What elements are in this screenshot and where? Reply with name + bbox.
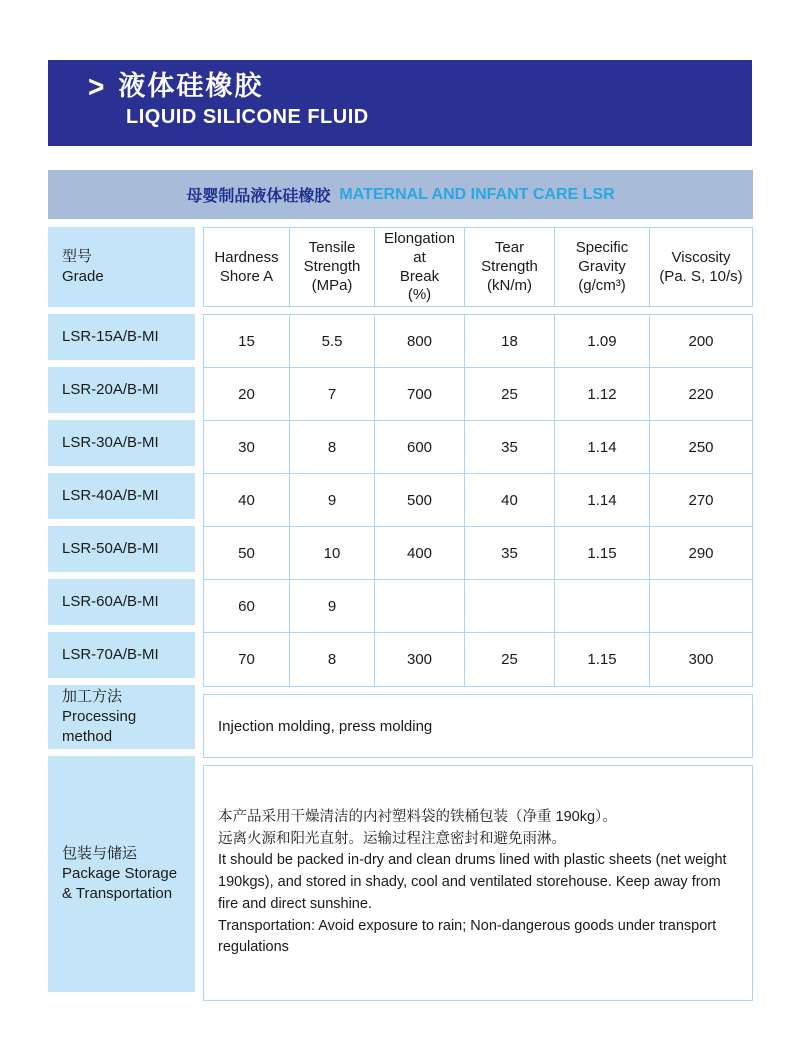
data-cell: 40 — [465, 474, 555, 527]
package-paragraph: 远离火源和阳光直射。运输过程注意密封和避免雨淋。 — [218, 830, 566, 847]
processing-method-value: Injection molding, press molding — [203, 694, 753, 758]
grade-row-label: LSR-20A/B-MI — [48, 367, 195, 413]
page-title-en: LIQUID SILICONE FLUID — [126, 105, 369, 128]
spec-table — [48, 170, 753, 1001]
grade-column — [48, 227, 195, 1001]
package-paragraph: It should be packed in-dry and clean drums lined with plastic sheets (net weight 190kgs), and stored in shady, cool and ventilated storehouse. Keep away from fire and direct sunshine. — [218, 852, 727, 912]
data-cell: 1.15 — [555, 527, 650, 580]
data-cell: 1.14 — [555, 421, 650, 474]
data-cell — [650, 580, 752, 633]
data-cell: 70 — [204, 633, 290, 686]
data-cell: 60 — [204, 580, 290, 633]
data-cell: 300 — [688, 651, 714, 668]
data-cell: 35 — [465, 421, 555, 474]
values-column — [203, 227, 753, 1001]
grade-row-label: LSR-50A/B-MI — [48, 526, 195, 572]
grade-header-cell — [48, 227, 195, 307]
data-cell: 300 — [375, 633, 465, 686]
column-header-cell: Tensile Strength (MPa) — [290, 228, 375, 307]
page-title-zh: 液体硅橡胶 — [118, 71, 264, 101]
data-cell: 40 — [204, 474, 290, 527]
package-label-en: Package Storage & Transportation — [62, 864, 178, 903]
grade-row-label: LSR-40A/B-MI — [48, 473, 195, 519]
grade-row-labels — [48, 314, 195, 678]
data-cell: 700 — [375, 368, 465, 421]
grade-row-label: LSR-30A/B-MI — [48, 420, 195, 466]
package-label-zh: 包装与储运 — [62, 844, 138, 862]
data-cell: 290 — [650, 527, 752, 580]
data-cell: 9 — [290, 474, 375, 527]
data-cell: 200 — [650, 315, 752, 368]
processing-method-label-en: Processing method — [62, 707, 137, 746]
package-paragraph: 本产品采用干燥清洁的内衬塑料袋的铁桶包装（净重 190kg）。 — [218, 808, 617, 825]
data-cell: 15 — [204, 315, 290, 368]
package-text — [203, 765, 753, 1001]
table-caption-en: MATERNAL AND INFANT CARE LSR — [339, 185, 615, 203]
data-cell: 10 — [290, 527, 375, 580]
data-cell: 1.09 — [555, 315, 650, 368]
data-cell: 50 — [204, 527, 290, 580]
data-cell: 800 — [375, 315, 465, 368]
grade-row-label: LSR-60A/B-MI — [48, 579, 195, 625]
data-cell — [375, 580, 465, 633]
data-cell: 8 — [290, 421, 375, 474]
column-header-cell: Viscosity (Pa. S, 10/s) — [659, 248, 743, 285]
data-cell — [465, 580, 555, 633]
data-grid — [203, 314, 753, 687]
grade-row-label: LSR-70A/B-MI — [48, 632, 195, 678]
column-header-cell: Specific Gravity (g/cm³) — [555, 228, 650, 307]
table-caption-zh: 母婴制品液体硅橡胶 — [186, 188, 331, 205]
data-cell: 1.12 — [555, 368, 650, 421]
table-body — [48, 227, 753, 1001]
data-cell: 20 — [204, 368, 290, 421]
data-cell: 30 — [204, 421, 290, 474]
data-cell: 25 — [465, 633, 555, 686]
data-cell: 1.15 — [555, 633, 650, 686]
page-banner — [48, 60, 752, 146]
data-cell: 9 — [290, 580, 375, 633]
data-cell: 220 — [650, 368, 752, 421]
data-cell: 270 — [650, 474, 752, 527]
data-cell: 35 — [465, 527, 555, 580]
data-cell: 250 — [650, 421, 752, 474]
processing-method-label-zh: 加工方法 — [62, 687, 123, 705]
data-cell: 600 — [375, 421, 465, 474]
data-cell: 5.5 — [290, 315, 375, 368]
processing-method-label — [48, 685, 195, 749]
table-caption — [48, 170, 753, 219]
column-header-row — [203, 227, 753, 307]
column-header-cell: Elongation at Break (%) — [375, 228, 465, 307]
data-cell: 1.14 — [555, 474, 650, 527]
package-label — [48, 756, 195, 992]
chevron-right-icon: > — [88, 69, 105, 104]
data-cell: 25 — [465, 368, 555, 421]
data-cell: 8 — [290, 633, 375, 686]
data-cell: 400 — [375, 527, 465, 580]
banner-title-row — [88, 70, 752, 104]
grade-header-zh: 型号 — [62, 247, 93, 265]
grade-row-label: LSR-15A/B-MI — [48, 314, 195, 360]
column-header-cell: Tear Strength (kN/m) — [465, 228, 555, 307]
data-cell — [555, 580, 650, 633]
package-paragraph: Transportation: Avoid exposure to rain; Non-dangerous goods under transport regulations — [218, 917, 717, 956]
grade-header-en: Grade — [62, 268, 104, 285]
data-cell: 18 — [465, 315, 555, 368]
data-cell: 7 — [290, 368, 375, 421]
column-header-cell: Hardness Shore A — [204, 228, 290, 307]
data-cell: 500 — [375, 474, 465, 527]
